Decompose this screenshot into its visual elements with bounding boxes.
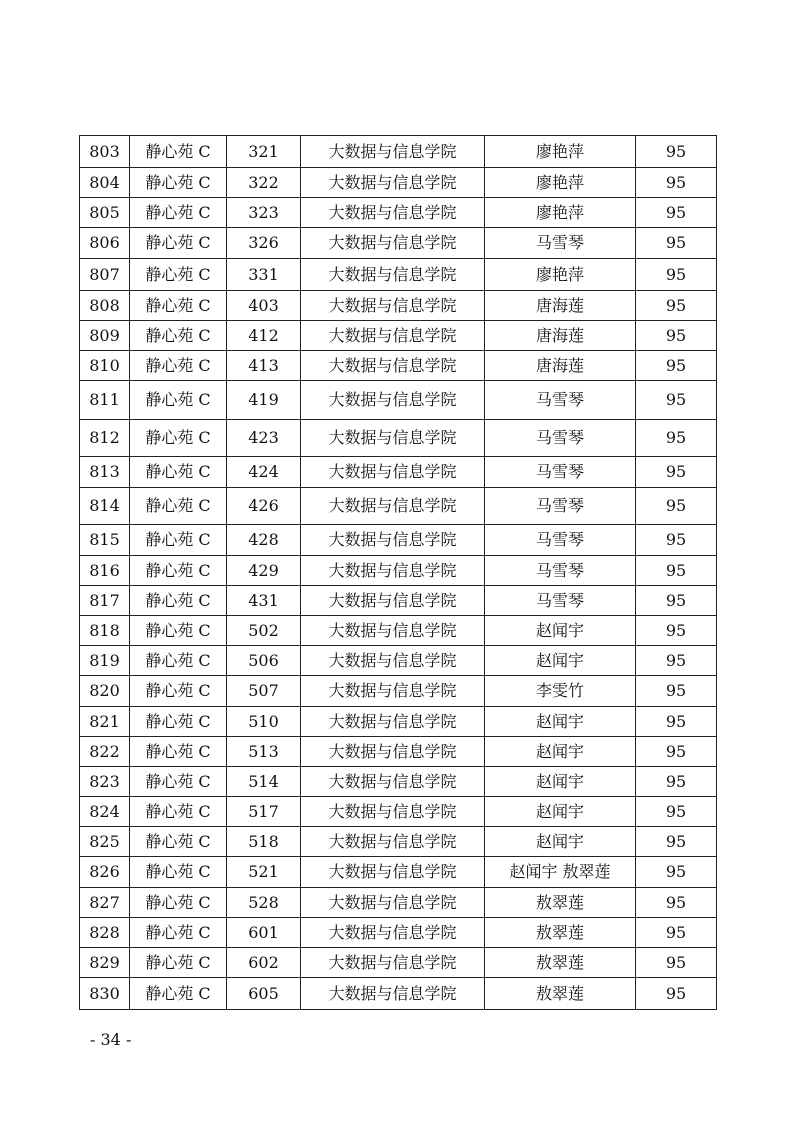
counselor-cell: 马雪琴 — [485, 228, 636, 259]
college-cell: 大数据与信息学院 — [301, 797, 485, 827]
college-cell: 大数据与信息学院 — [301, 198, 485, 228]
room-number-cell: 424 — [227, 457, 301, 488]
college-cell: 大数据与信息学院 — [301, 525, 485, 556]
room-number-cell: 506 — [227, 646, 301, 676]
table-row — [80, 556, 717, 586]
counselor-cell: 唐海莲 — [485, 351, 636, 381]
table-row — [80, 918, 717, 948]
row-number-cell: 826 — [80, 857, 130, 888]
score-cell: 95 — [636, 457, 717, 488]
room-number-cell: 518 — [227, 827, 301, 857]
table-row — [80, 228, 717, 259]
row-number-cell: 815 — [80, 525, 130, 556]
building-cell: 静心苑 C — [130, 136, 227, 168]
college-cell: 大数据与信息学院 — [301, 321, 485, 351]
counselor-cell: 马雪琴 — [485, 420, 636, 457]
college-cell: 大数据与信息学院 — [301, 586, 485, 616]
counselor-cell: 唐海莲 — [485, 321, 636, 351]
room-number-cell: 423 — [227, 420, 301, 457]
row-number-cell: 822 — [80, 737, 130, 767]
college-cell: 大数据与信息学院 — [301, 707, 485, 737]
building-cell: 静心苑 C — [130, 676, 227, 707]
college-cell: 大数据与信息学院 — [301, 646, 485, 676]
counselor-cell: 马雪琴 — [485, 586, 636, 616]
row-number-cell: 824 — [80, 797, 130, 827]
score-cell: 95 — [636, 918, 717, 948]
row-number-cell: 829 — [80, 948, 130, 978]
room-number-cell: 331 — [227, 259, 301, 291]
counselor-cell: 赵闻宇 — [485, 737, 636, 767]
table-row — [80, 948, 717, 978]
room-number-cell: 403 — [227, 291, 301, 321]
building-cell: 静心苑 C — [130, 321, 227, 351]
table-row — [80, 676, 717, 707]
records-table-body — [80, 136, 717, 1010]
college-cell: 大数据与信息学院 — [301, 978, 485, 1010]
row-number-cell: 827 — [80, 888, 130, 918]
building-cell: 静心苑 C — [130, 646, 227, 676]
score-cell: 95 — [636, 556, 717, 586]
counselor-cell: 赵闻宇 — [485, 616, 636, 646]
counselor-cell: 马雪琴 — [485, 556, 636, 586]
counselor-cell: 敖翠莲 — [485, 888, 636, 918]
counselor-cell: 敖翠莲 — [485, 978, 636, 1010]
row-number-cell: 828 — [80, 918, 130, 948]
counselor-cell: 马雪琴 — [485, 488, 636, 525]
building-cell: 静心苑 C — [130, 525, 227, 556]
building-cell: 静心苑 C — [130, 918, 227, 948]
score-cell: 95 — [636, 948, 717, 978]
room-number-cell: 431 — [227, 586, 301, 616]
building-cell: 静心苑 C — [130, 707, 227, 737]
building-cell: 静心苑 C — [130, 488, 227, 525]
score-cell: 95 — [636, 488, 717, 525]
college-cell: 大数据与信息学院 — [301, 228, 485, 259]
counselor-cell: 敖翠莲 — [485, 918, 636, 948]
room-number-cell: 513 — [227, 737, 301, 767]
page-number: - 34 - — [90, 1030, 132, 1049]
college-cell: 大数据与信息学院 — [301, 136, 485, 168]
college-cell: 大数据与信息学院 — [301, 488, 485, 525]
college-cell: 大数据与信息学院 — [301, 259, 485, 291]
building-cell: 静心苑 C — [130, 586, 227, 616]
counselor-cell: 赵闻宇 — [485, 827, 636, 857]
score-cell: 95 — [636, 381, 717, 420]
table-row — [80, 457, 717, 488]
room-number-cell: 322 — [227, 168, 301, 198]
row-number-cell: 811 — [80, 381, 130, 420]
college-cell: 大数据与信息学院 — [301, 457, 485, 488]
row-number-cell: 807 — [80, 259, 130, 291]
score-cell: 95 — [636, 857, 717, 888]
college-cell: 大数据与信息学院 — [301, 420, 485, 457]
room-number-cell: 412 — [227, 321, 301, 351]
room-number-cell: 601 — [227, 918, 301, 948]
table-row — [80, 168, 717, 198]
college-cell: 大数据与信息学院 — [301, 948, 485, 978]
building-cell: 静心苑 C — [130, 827, 227, 857]
counselor-cell: 赵闻宇 — [485, 767, 636, 797]
college-cell: 大数据与信息学院 — [301, 381, 485, 420]
row-number-cell: 810 — [80, 351, 130, 381]
table-row — [80, 291, 717, 321]
counselor-cell: 马雪琴 — [485, 457, 636, 488]
room-number-cell: 507 — [227, 676, 301, 707]
row-number-cell: 804 — [80, 168, 130, 198]
score-cell: 95 — [636, 827, 717, 857]
counselor-cell: 赵闻宇 — [485, 797, 636, 827]
table-row — [80, 888, 717, 918]
score-cell: 95 — [636, 676, 717, 707]
counselor-cell: 李雯竹 — [485, 676, 636, 707]
table-row — [80, 767, 717, 797]
score-cell: 95 — [636, 351, 717, 381]
table-row — [80, 525, 717, 556]
row-number-cell: 820 — [80, 676, 130, 707]
score-cell: 95 — [636, 136, 717, 168]
room-number-cell: 429 — [227, 556, 301, 586]
score-cell: 95 — [636, 707, 717, 737]
score-cell: 95 — [636, 646, 717, 676]
building-cell: 静心苑 C — [130, 198, 227, 228]
college-cell: 大数据与信息学院 — [301, 351, 485, 381]
room-number-cell: 605 — [227, 978, 301, 1010]
score-cell: 95 — [636, 888, 717, 918]
score-cell: 95 — [636, 291, 717, 321]
college-cell: 大数据与信息学院 — [301, 827, 485, 857]
building-cell: 静心苑 C — [130, 457, 227, 488]
building-cell: 静心苑 C — [130, 351, 227, 381]
score-cell: 95 — [636, 737, 717, 767]
records-table — [79, 135, 717, 1010]
building-cell: 静心苑 C — [130, 857, 227, 888]
building-cell: 静心苑 C — [130, 767, 227, 797]
building-cell: 静心苑 C — [130, 888, 227, 918]
row-number-cell: 814 — [80, 488, 130, 525]
table-row — [80, 978, 717, 1010]
college-cell: 大数据与信息学院 — [301, 767, 485, 797]
score-cell: 95 — [636, 228, 717, 259]
table-row — [80, 616, 717, 646]
room-number-cell: 521 — [227, 857, 301, 888]
counselor-cell: 廖艳萍 — [485, 168, 636, 198]
table-row — [80, 586, 717, 616]
score-cell: 95 — [636, 168, 717, 198]
table-row — [80, 646, 717, 676]
building-cell: 静心苑 C — [130, 948, 227, 978]
row-number-cell: 809 — [80, 321, 130, 351]
college-cell: 大数据与信息学院 — [301, 918, 485, 948]
row-number-cell: 819 — [80, 646, 130, 676]
building-cell: 静心苑 C — [130, 420, 227, 457]
counselor-cell: 赵闻宇 — [485, 707, 636, 737]
table-row — [80, 198, 717, 228]
table-row — [80, 857, 717, 888]
room-number-cell: 426 — [227, 488, 301, 525]
building-cell: 静心苑 C — [130, 228, 227, 259]
table-row — [80, 381, 717, 420]
college-cell: 大数据与信息学院 — [301, 888, 485, 918]
counselor-cell: 赵闻宇 — [485, 646, 636, 676]
row-number-cell: 813 — [80, 457, 130, 488]
table-row — [80, 488, 717, 525]
counselor-cell: 赵闻宇 敖翠莲 — [485, 857, 636, 888]
row-number-cell: 823 — [80, 767, 130, 797]
room-number-cell: 502 — [227, 616, 301, 646]
row-number-cell: 817 — [80, 586, 130, 616]
room-number-cell: 602 — [227, 948, 301, 978]
building-cell: 静心苑 C — [130, 616, 227, 646]
score-cell: 95 — [636, 586, 717, 616]
building-cell: 静心苑 C — [130, 381, 227, 420]
counselor-cell: 敖翠莲 — [485, 948, 636, 978]
row-number-cell: 803 — [80, 136, 130, 168]
building-cell: 静心苑 C — [130, 259, 227, 291]
table-row — [80, 420, 717, 457]
building-cell: 静心苑 C — [130, 797, 227, 827]
room-number-cell: 419 — [227, 381, 301, 420]
room-number-cell: 428 — [227, 525, 301, 556]
building-cell: 静心苑 C — [130, 556, 227, 586]
table-row — [80, 351, 717, 381]
table-row — [80, 827, 717, 857]
row-number-cell: 821 — [80, 707, 130, 737]
row-number-cell: 830 — [80, 978, 130, 1010]
row-number-cell: 806 — [80, 228, 130, 259]
room-number-cell: 514 — [227, 767, 301, 797]
score-cell: 95 — [636, 767, 717, 797]
counselor-cell: 廖艳萍 — [485, 198, 636, 228]
table-row — [80, 707, 717, 737]
row-number-cell: 818 — [80, 616, 130, 646]
building-cell: 静心苑 C — [130, 168, 227, 198]
college-cell: 大数据与信息学院 — [301, 291, 485, 321]
room-number-cell: 323 — [227, 198, 301, 228]
score-cell: 95 — [636, 198, 717, 228]
score-cell: 95 — [636, 420, 717, 457]
college-cell: 大数据与信息学院 — [301, 556, 485, 586]
table-row — [80, 136, 717, 168]
score-cell: 95 — [636, 321, 717, 351]
score-cell: 95 — [636, 525, 717, 556]
college-cell: 大数据与信息学院 — [301, 857, 485, 888]
counselor-cell: 唐海莲 — [485, 291, 636, 321]
score-cell: 95 — [636, 978, 717, 1010]
building-cell: 静心苑 C — [130, 291, 227, 321]
room-number-cell: 326 — [227, 228, 301, 259]
row-number-cell: 808 — [80, 291, 130, 321]
room-number-cell: 413 — [227, 351, 301, 381]
row-number-cell: 812 — [80, 420, 130, 457]
college-cell: 大数据与信息学院 — [301, 676, 485, 707]
table-row — [80, 259, 717, 291]
building-cell: 静心苑 C — [130, 978, 227, 1010]
college-cell: 大数据与信息学院 — [301, 616, 485, 646]
counselor-cell: 廖艳萍 — [485, 259, 636, 291]
row-number-cell: 805 — [80, 198, 130, 228]
table-row — [80, 321, 717, 351]
counselor-cell: 马雪琴 — [485, 381, 636, 420]
room-number-cell: 510 — [227, 707, 301, 737]
table-row — [80, 737, 717, 767]
college-cell: 大数据与信息学院 — [301, 168, 485, 198]
table-row — [80, 797, 717, 827]
building-cell: 静心苑 C — [130, 737, 227, 767]
row-number-cell: 816 — [80, 556, 130, 586]
counselor-cell: 马雪琴 — [485, 525, 636, 556]
room-number-cell: 321 — [227, 136, 301, 168]
score-cell: 95 — [636, 259, 717, 291]
room-number-cell: 528 — [227, 888, 301, 918]
row-number-cell: 825 — [80, 827, 130, 857]
score-cell: 95 — [636, 797, 717, 827]
score-cell: 95 — [636, 616, 717, 646]
counselor-cell: 廖艳萍 — [485, 136, 636, 168]
room-number-cell: 517 — [227, 797, 301, 827]
college-cell: 大数据与信息学院 — [301, 737, 485, 767]
